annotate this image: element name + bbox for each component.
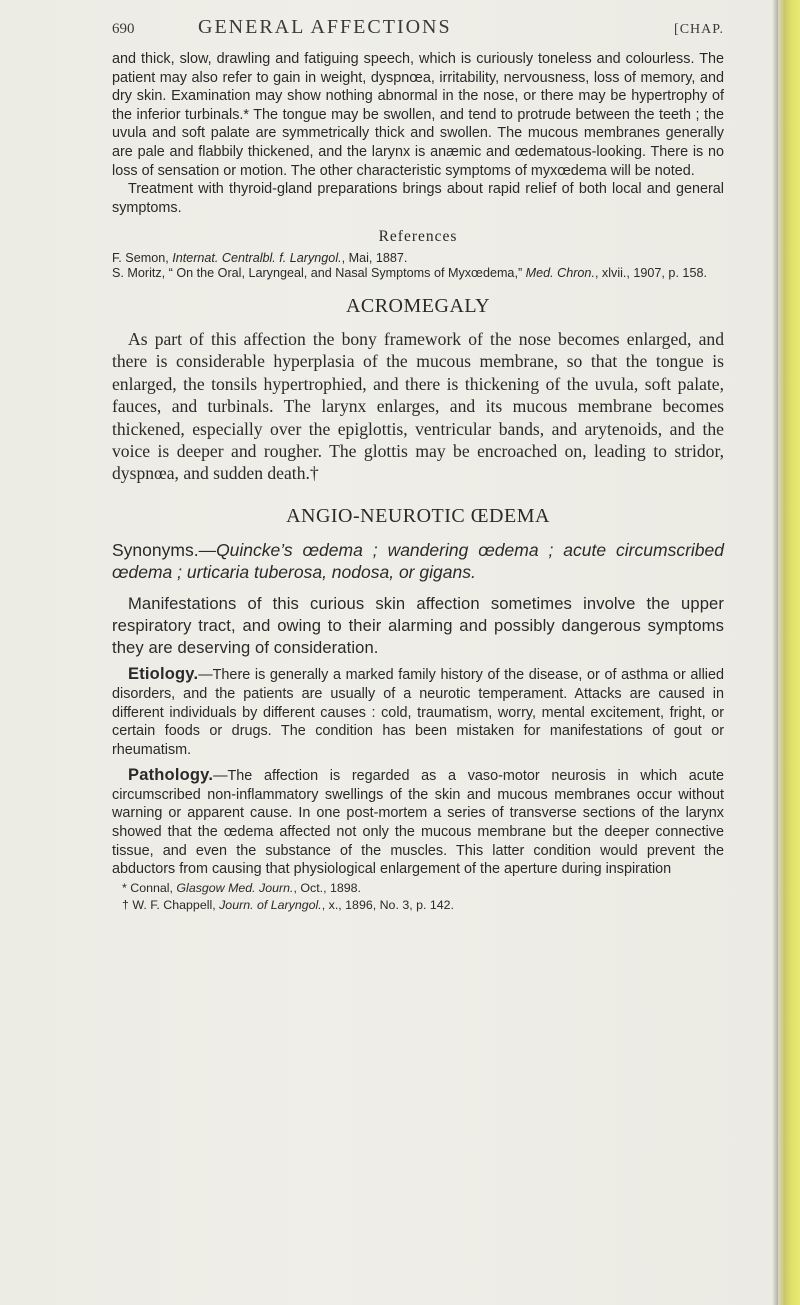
running-title: GENERAL AFFECTIONS: [198, 16, 452, 38]
etiology-paragraph: [112, 665, 724, 760]
synonyms-paragraph: [112, 539, 724, 583]
footnote: * Connal, Glasgow Med. Journ., Oct., 1898.: [122, 881, 361, 896]
chapter-mark: [CHAP.: [674, 22, 724, 37]
synonyms-label: Synonyms.: [112, 540, 199, 561]
angio-heading: ANGIO-NEUROTIC ŒDEMA: [286, 504, 550, 527]
footnote: † W. F. Chappell, Journ. of Laryngol., x., 1896, No. 3, p. 142.: [122, 898, 454, 913]
manifestations-paragraph: Manifestations of this curious skin affection sometimes involve the upper respiratory tract, and owing to their alarming and possibly dangerous symptoms they are deserving of consideration.: [112, 594, 724, 658]
synonyms-text: —Quincke’s œdema ; wandering œdema ; acute circumscribed œdema ; urticaria tuberosa, nodosa, or gigans.: [112, 540, 724, 583]
pathology-paragraph: [112, 766, 724, 879]
intro-paragraph: and thick, slow, drawling and fatiguing speech, which is curiously toneless and colourless. The patient may also refer to gain in weight, dyspnœa, irritability, nervousness, loss of memory, and dry skin. Examination may show nothing abnormal in the nose, or there may be hypertrophy of the inferior turbinals.* The tongue may be swollen, and tend to protrude between the teeth ; the uvula and soft palate are symmetrically thick and swollen. The mucous membranes generally are pale and flabbily thickened, and the larynx is anæmic and œdematous-looking. There is no loss of sensation or motion. The other characteristic symptoms of myxœdema will be noted.: [112, 51, 724, 179]
page-content: [112, 18, 724, 913]
etiology-label: Etiology.: [128, 665, 199, 684]
page-edge: [778, 0, 800, 1305]
running-header: [112, 18, 724, 50]
page-number: 690: [112, 21, 135, 37]
etiology-text: —There is generally a marked family history of the disease, or of asthma or allied disorders, and the patients are usually of a neurotic temperament. Attacks are caused in different individuals by different causes : cold, traumatism, worry, mental excitement, fright, or certain foods or drugs. The condition has been mistaken for manifestations of gout or rheumatism.: [112, 667, 724, 759]
acromegaly-body: As part of this affection the bony framework of the nose becomes enlarged, and there is considerable hyperplasia of the mucous membrane, so that the tongue is enlarged, the tonsils hypertrophied, and there is thickening of the uvula, soft palate, fauces, and turbinals. The larynx enlarges, and its mucous membrane becomes thickened, especially over the epiglottis, ventricular bands, and arytenoids, and the voice is deeper and rougher. The glottis may be encroached on, leading to stridor, dyspnœa, and sudden death.†: [112, 328, 724, 484]
reference-item: S. Moritz, “ On the Oral, Laryngeal, and Nasal Symptoms of Myxœdema,” Med. Chron., xlvii., 1907, p. 158.: [112, 266, 707, 281]
reference-item: F. Semon, Internat. Centralbl. f. Laryngol., Mai, 1887.: [112, 250, 408, 265]
treatment-paragraph: Treatment with thyroid-gland preparations brings about rapid relief of both local and general symptoms.: [112, 181, 724, 216]
pathology-text: —The affection is regarded as a vaso-motor neurosis in which acute circumscribed non-inflammatory swellings of the skin and mucous membranes occur without warning or apparent cause. In one post-mortem a series of transverse sections of the larynx showed that the œdema affected not only the mucous membrane but the deeper connective tissue, and even the substance of the muscles. This latter condition would prevent the abductors from causing that physiological enlargement of the aperture during inspiration: [112, 767, 724, 878]
references-heading: References: [378, 228, 458, 246]
acromegaly-heading: ACROMEGALY: [345, 295, 491, 318]
pathology-label: Pathology.: [128, 765, 214, 784]
